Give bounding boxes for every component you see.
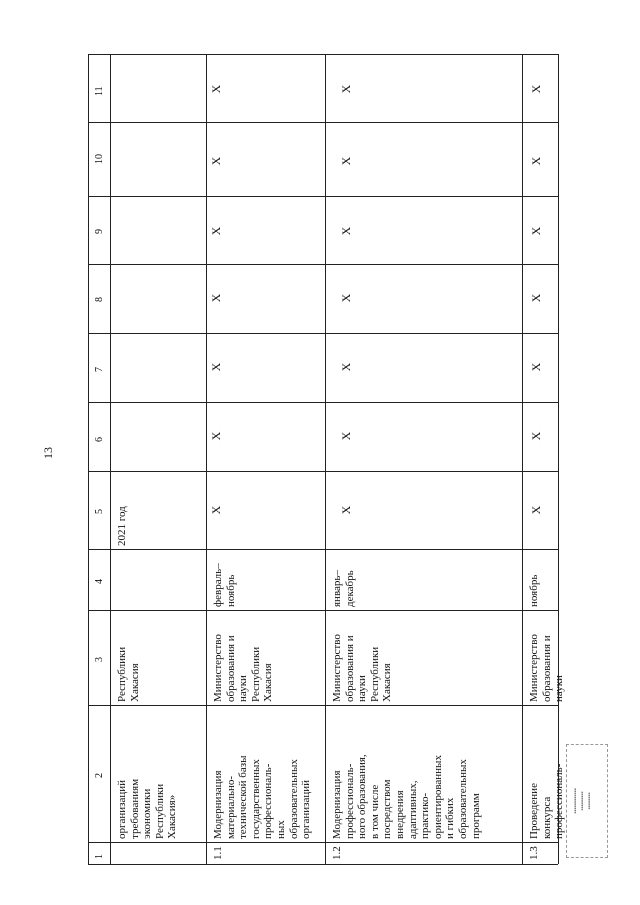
row2-name: Модернизация профессиональ- ного образования, в том числе посредством внедрения адаптивных, практико- ориентированных и гибких образовательных программ bbox=[331, 754, 482, 839]
row0-name: организаций требованиям экономики Республики Хакасия» bbox=[116, 778, 179, 839]
row1-num: 1.1 bbox=[212, 846, 224, 860]
stamp-text: ▪▪▪▪▪▪▪▪▪▪▪▪ ▪▪▪▪▪▪▪▪▪ ▪▪▪▪▪▪▪▪ bbox=[573, 788, 593, 814]
row3-num: 1.3 bbox=[528, 846, 540, 860]
row3-col5: X bbox=[529, 505, 543, 515]
header-col-3: 3 bbox=[94, 657, 105, 662]
row3-name: Проведение конкурса профессиональ- bbox=[528, 763, 566, 839]
row1-col6: X bbox=[209, 431, 223, 441]
header-col-4: 4 bbox=[94, 579, 105, 584]
header-col-5: 5 bbox=[94, 509, 105, 514]
header-col-8: 8 bbox=[94, 297, 105, 302]
row2-col8: X bbox=[339, 293, 353, 303]
row3-col9: X bbox=[529, 226, 543, 236]
row1-col9: X bbox=[209, 226, 223, 236]
header-col-11: 11 bbox=[94, 86, 105, 96]
row0-executor: Республики Хакасия bbox=[116, 646, 141, 702]
row3-col6: X bbox=[529, 431, 543, 441]
row1-col5: X bbox=[209, 505, 223, 515]
approval-stamp bbox=[566, 744, 608, 858]
row1-col11: X bbox=[209, 84, 223, 94]
header-col-9: 9 bbox=[94, 229, 105, 234]
row2-col10: X bbox=[339, 156, 353, 166]
row3-executor: Министерство образования и науки bbox=[528, 634, 566, 702]
row0-col5: 2021 год bbox=[116, 506, 128, 546]
row2-col7: X bbox=[339, 362, 353, 372]
plan-table bbox=[88, 54, 566, 864]
row3-col10: X bbox=[529, 156, 543, 166]
row1-executor: Министерство образования и науки Республики Хакасия bbox=[212, 634, 275, 702]
row3-col11: X bbox=[529, 84, 543, 94]
header-col-2: 2 bbox=[94, 773, 105, 778]
row2-term: январь– декабрь bbox=[331, 570, 356, 607]
row1-col8: X bbox=[209, 293, 223, 303]
row2-col9: X bbox=[339, 226, 353, 236]
row1-col10: X bbox=[209, 156, 223, 166]
row3-col7: X bbox=[529, 362, 543, 372]
row3-term: ноябрь bbox=[528, 574, 540, 607]
row1-col7: X bbox=[209, 362, 223, 372]
row3-col8: X bbox=[529, 293, 543, 303]
header-col-7: 7 bbox=[94, 367, 105, 372]
row2-executor: Министерство образования и науки Республики Хакасия bbox=[331, 634, 394, 702]
row2-num: 1.2 bbox=[331, 846, 343, 860]
row1-name: Модернизация материально- технической базы государственных профессиональ- ных образовательных организаций bbox=[212, 755, 313, 839]
row2-col11: X bbox=[339, 84, 353, 94]
row1-term: февраль– ноябрь bbox=[212, 563, 237, 607]
header-col-1: 1 bbox=[94, 854, 105, 859]
row2-col5: X bbox=[339, 505, 353, 515]
header-col-10: 10 bbox=[94, 154, 105, 164]
header-col-6: 6 bbox=[94, 437, 105, 442]
page-number: 13 bbox=[41, 447, 55, 459]
row2-col6: X bbox=[339, 431, 353, 441]
